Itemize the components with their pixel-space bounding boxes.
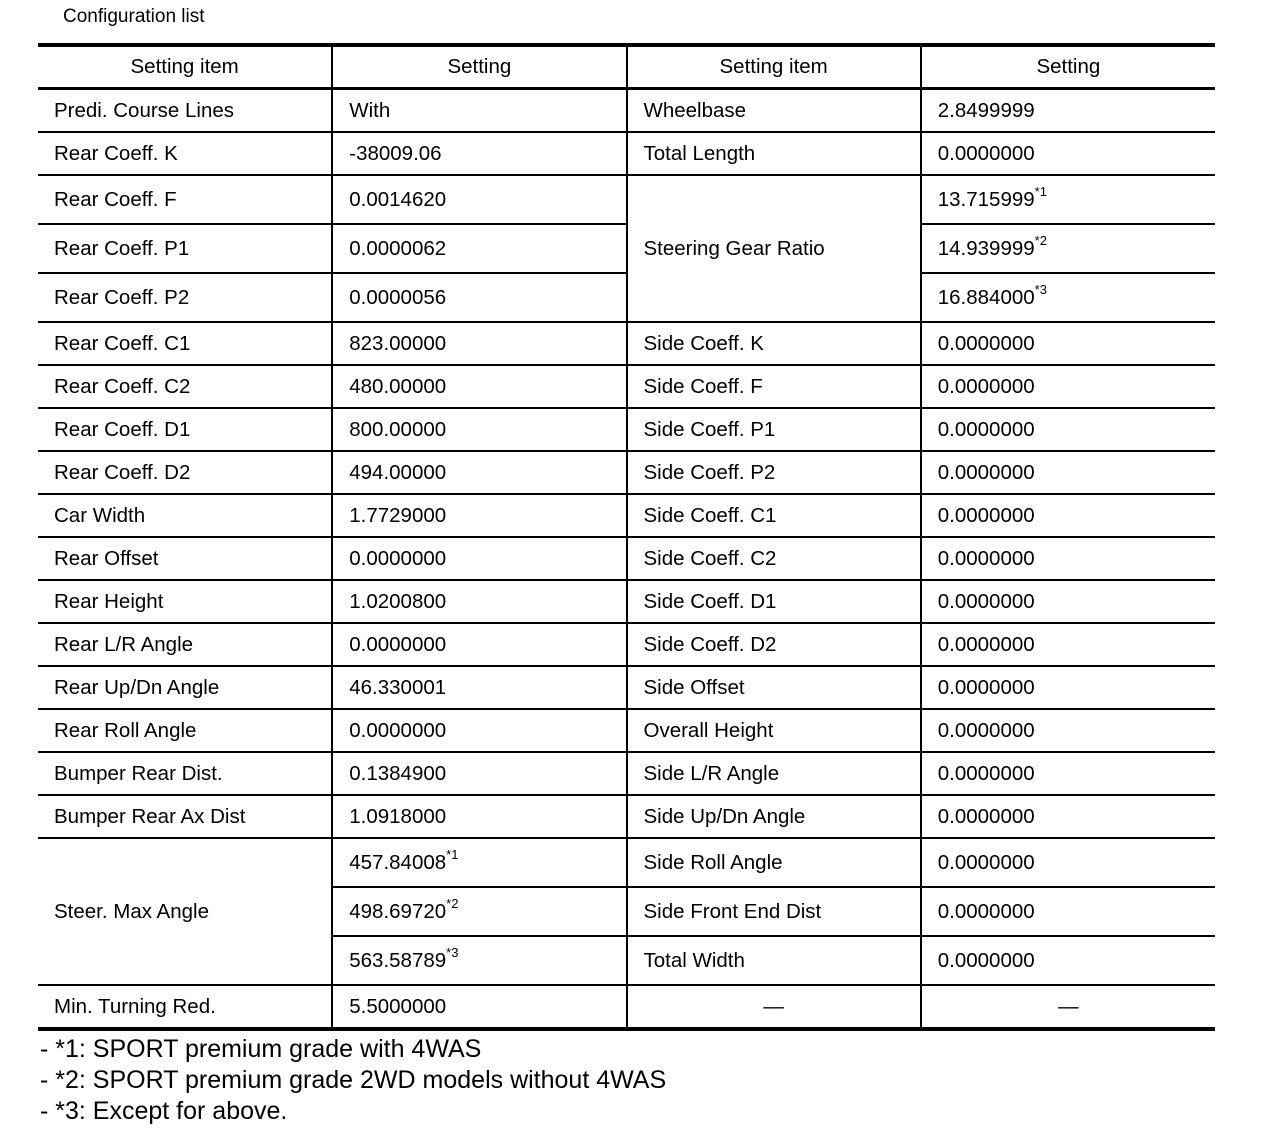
cell-text: Rear L/R Angle (54, 632, 194, 656)
footnote-marker: *2 (446, 895, 459, 911)
cell-text: Rear Coeff. D1 (54, 417, 191, 441)
table-cell (332, 224, 626, 273)
cell-text: Bumper Rear Dist. (54, 761, 223, 785)
cell-text: 13.715999 (937, 187, 1035, 211)
table-cell (921, 322, 1215, 365)
cell-text: 0.0000000 (937, 718, 1035, 742)
cell-text: 498.69720 (349, 899, 447, 923)
cell-text: — (1058, 994, 1079, 1018)
table-cell (921, 752, 1215, 795)
table-cell (332, 89, 626, 133)
cell-text: 0.0000000 (937, 546, 1035, 570)
cell-text: 46.330001 (349, 675, 447, 699)
cell-text: Side Offset (643, 675, 745, 699)
cell-text: 0.0000000 (937, 589, 1035, 613)
table-cell (38, 451, 332, 494)
footnote-marker: *1 (446, 846, 459, 862)
table-cell (921, 89, 1215, 133)
cell-text: Overall Height (643, 718, 774, 742)
table-cell (38, 666, 332, 709)
table-row (38, 451, 1215, 494)
cell-text: 0.0014620 (349, 187, 447, 211)
table-cell (38, 273, 332, 322)
table-cell (38, 580, 332, 623)
cell-text: Rear Offset (54, 546, 159, 570)
cell-text: Total Length (643, 141, 756, 165)
cell-text: 0.1384900 (349, 761, 447, 785)
cell-text: 0.0000000 (937, 331, 1035, 355)
cell-text: Rear Coeff. K (54, 141, 178, 165)
table-cell (627, 322, 921, 365)
table-cell (921, 537, 1215, 580)
table-cell (332, 408, 626, 451)
cell-text: Side Up/Dn Angle (643, 804, 806, 828)
cell-text: Rear Roll Angle (54, 718, 197, 742)
table-cell (38, 752, 332, 795)
table-cell (38, 322, 332, 365)
table-cell (332, 936, 626, 985)
table-cell (627, 666, 921, 709)
cell-text: 480.00000 (349, 374, 447, 398)
table-cell (921, 365, 1215, 408)
table-cell (38, 224, 332, 273)
table-cell (38, 623, 332, 666)
table-cell (627, 887, 921, 936)
table-cell (921, 132, 1215, 175)
cell-text: 0.0000062 (349, 236, 447, 260)
cell-text: — (763, 994, 784, 1018)
table-row (38, 580, 1215, 623)
table-cell (332, 494, 626, 537)
table-cell (921, 709, 1215, 752)
table-row (38, 623, 1215, 666)
table-cell (921, 494, 1215, 537)
table-cell (332, 132, 626, 175)
footnote: - *3: Except for above. (40, 1097, 288, 1125)
table-cell (332, 365, 626, 408)
cell-text: 0.0000000 (937, 632, 1035, 656)
table-cell (921, 580, 1215, 623)
cell-text: Side Coeff. P1 (643, 417, 776, 441)
table-cell (38, 89, 332, 133)
table-cell (627, 580, 921, 623)
cell-text: 0.0000000 (937, 417, 1035, 441)
table-cell (332, 580, 626, 623)
cell-text: Rear Coeff. C1 (54, 331, 191, 355)
cell-text: Rear Coeff. P1 (54, 236, 190, 260)
cell-text: Car Width (54, 503, 146, 527)
table-cell (332, 838, 626, 887)
cell-text: 0.0000000 (349, 632, 447, 656)
cell-text: Steering Gear Ratio (643, 236, 825, 260)
table-cell (332, 752, 626, 795)
cell-text: 2.8499999 (937, 98, 1035, 122)
table-cell (627, 985, 921, 1029)
cell-text: -38009.06 (349, 141, 442, 165)
cell-text: 0.0000000 (937, 948, 1035, 972)
cell-text: 0.0000000 (937, 899, 1035, 923)
cell-text: With (349, 98, 391, 122)
cell-text: 1.0200800 (349, 589, 447, 613)
table-cell (921, 838, 1215, 887)
table-cell (627, 838, 921, 887)
cell-text: 5.5000000 (349, 994, 447, 1018)
table-cell (921, 175, 1215, 224)
table-cell (921, 224, 1215, 273)
cell-text: Steer. Max Angle (54, 899, 209, 923)
table-cell (38, 175, 332, 224)
cell-text: Rear Coeff. C2 (54, 374, 191, 398)
cell-text: 0.0000000 (937, 374, 1035, 398)
table-cell (627, 365, 921, 408)
cell-text: 0.0000000 (937, 804, 1035, 828)
table-row (38, 795, 1215, 838)
cell-text: Bumper Rear Ax Dist (54, 804, 246, 828)
header-setting-item: Setting item (38, 45, 332, 89)
table-cell (921, 795, 1215, 838)
table-cell (332, 795, 626, 838)
cell-text: Min. Turning Red. (54, 994, 216, 1018)
table-cell (332, 175, 626, 224)
table-row (38, 322, 1215, 365)
cell-text: Side Coeff. P2 (643, 460, 776, 484)
footnote-marker: *3 (446, 944, 459, 960)
cell-text: Side Coeff. D2 (643, 632, 777, 656)
table-cell (627, 623, 921, 666)
table-cell (921, 936, 1215, 985)
table-cell (38, 985, 332, 1029)
table-cell (332, 623, 626, 666)
cell-text: 0.0000000 (937, 850, 1035, 874)
cell-text: 0.0000000 (349, 718, 447, 742)
table-row (38, 709, 1215, 752)
table-cell (38, 838, 332, 985)
table-cell (38, 365, 332, 408)
table-cell (921, 451, 1215, 494)
table-cell (627, 408, 921, 451)
cell-text: Rear Coeff. P2 (54, 285, 190, 309)
cell-text: 1.7729000 (349, 503, 447, 527)
table-cell (332, 273, 626, 322)
table-cell (38, 537, 332, 580)
table-cell (332, 537, 626, 580)
cell-text: 457.84008 (349, 850, 447, 874)
table-row (38, 365, 1215, 408)
footnotes (40, 1034, 666, 1127)
table-row (38, 985, 1215, 1029)
table-row (38, 537, 1215, 580)
configuration-table (38, 43, 1215, 1031)
cell-text: 0.0000000 (937, 141, 1035, 165)
footnote-marker: *3 (1034, 281, 1047, 297)
table-cell (627, 89, 921, 133)
cell-text: 0.0000056 (349, 285, 447, 309)
table-cell (38, 795, 332, 838)
table-cell (332, 887, 626, 936)
header-setting: Setting (332, 45, 626, 89)
table-row (38, 666, 1215, 709)
footnote-marker: *1 (1034, 183, 1047, 199)
cell-text: Rear Coeff. D2 (54, 460, 191, 484)
cell-text: 14.939999 (937, 236, 1035, 260)
cell-text: 0.0000000 (937, 460, 1035, 484)
table-cell (921, 666, 1215, 709)
footnote: - *1: SPORT premium grade with 4WAS (40, 1035, 482, 1063)
table-cell (627, 936, 921, 985)
table-cell (627, 132, 921, 175)
table-cell (627, 795, 921, 838)
table-cell (38, 494, 332, 537)
table-row (38, 494, 1215, 537)
cell-text: 0.0000000 (349, 546, 447, 570)
table-row (38, 175, 1215, 224)
footnote-marker: *2 (1034, 232, 1047, 248)
cell-text: Side L/R Angle (643, 761, 780, 785)
table-cell (627, 175, 921, 322)
cell-text: Side Coeff. C2 (643, 546, 777, 570)
footnote: - *2: SPORT premium grade 2WD models without 4WAS (40, 1066, 667, 1094)
cell-text: 494.00000 (349, 460, 447, 484)
header-setting-item: Setting item (627, 45, 921, 89)
table-row (38, 89, 1215, 133)
cell-text: Side Front End Dist (643, 899, 822, 923)
table-cell (332, 666, 626, 709)
table-cell (332, 322, 626, 365)
table-body (38, 89, 1215, 1030)
table-row (38, 408, 1215, 451)
cell-text: Side Coeff. D1 (643, 589, 777, 613)
table-cell (921, 273, 1215, 322)
table-cell (332, 709, 626, 752)
table-cell (38, 709, 332, 752)
table-cell (38, 132, 332, 175)
cell-text: Side Roll Angle (643, 850, 783, 874)
table-cell (38, 408, 332, 451)
cell-text: 823.00000 (349, 331, 447, 355)
cell-text: Side Coeff. C1 (643, 503, 777, 527)
table-row (38, 838, 1215, 887)
table-cell (627, 752, 921, 795)
header-setting: Setting (921, 45, 1215, 89)
cell-text: Rear Up/Dn Angle (54, 675, 220, 699)
table-row (38, 752, 1215, 795)
cell-text: Side Coeff. K (643, 331, 764, 355)
cell-text: 1.0918000 (349, 804, 447, 828)
cell-text: Total Width (643, 948, 745, 972)
table-cell (921, 887, 1215, 936)
cell-text: 0.0000000 (937, 761, 1035, 785)
table-cell (921, 408, 1215, 451)
cell-text: Side Coeff. F (643, 374, 763, 398)
cell-text: 800.00000 (349, 417, 447, 441)
table-cell (627, 451, 921, 494)
table-cell (921, 985, 1215, 1029)
table-header-row (38, 45, 1215, 89)
table-cell (627, 494, 921, 537)
cell-text: 0.0000000 (937, 675, 1035, 699)
cell-text: Predi. Course Lines (54, 98, 235, 122)
table-caption: Configuration list (63, 6, 205, 27)
table-row (38, 132, 1215, 175)
cell-text: 0.0000000 (937, 503, 1035, 527)
cell-text: 16.884000 (937, 285, 1035, 309)
cell-text: Wheelbase (643, 98, 747, 122)
cell-text: Rear Height (54, 589, 164, 613)
table-cell (332, 451, 626, 494)
table-cell (627, 709, 921, 752)
table-cell (627, 537, 921, 580)
cell-text: 563.58789 (349, 948, 447, 972)
table-cell (921, 623, 1215, 666)
table-cell (332, 985, 626, 1029)
cell-text: Rear Coeff. F (54, 187, 177, 211)
